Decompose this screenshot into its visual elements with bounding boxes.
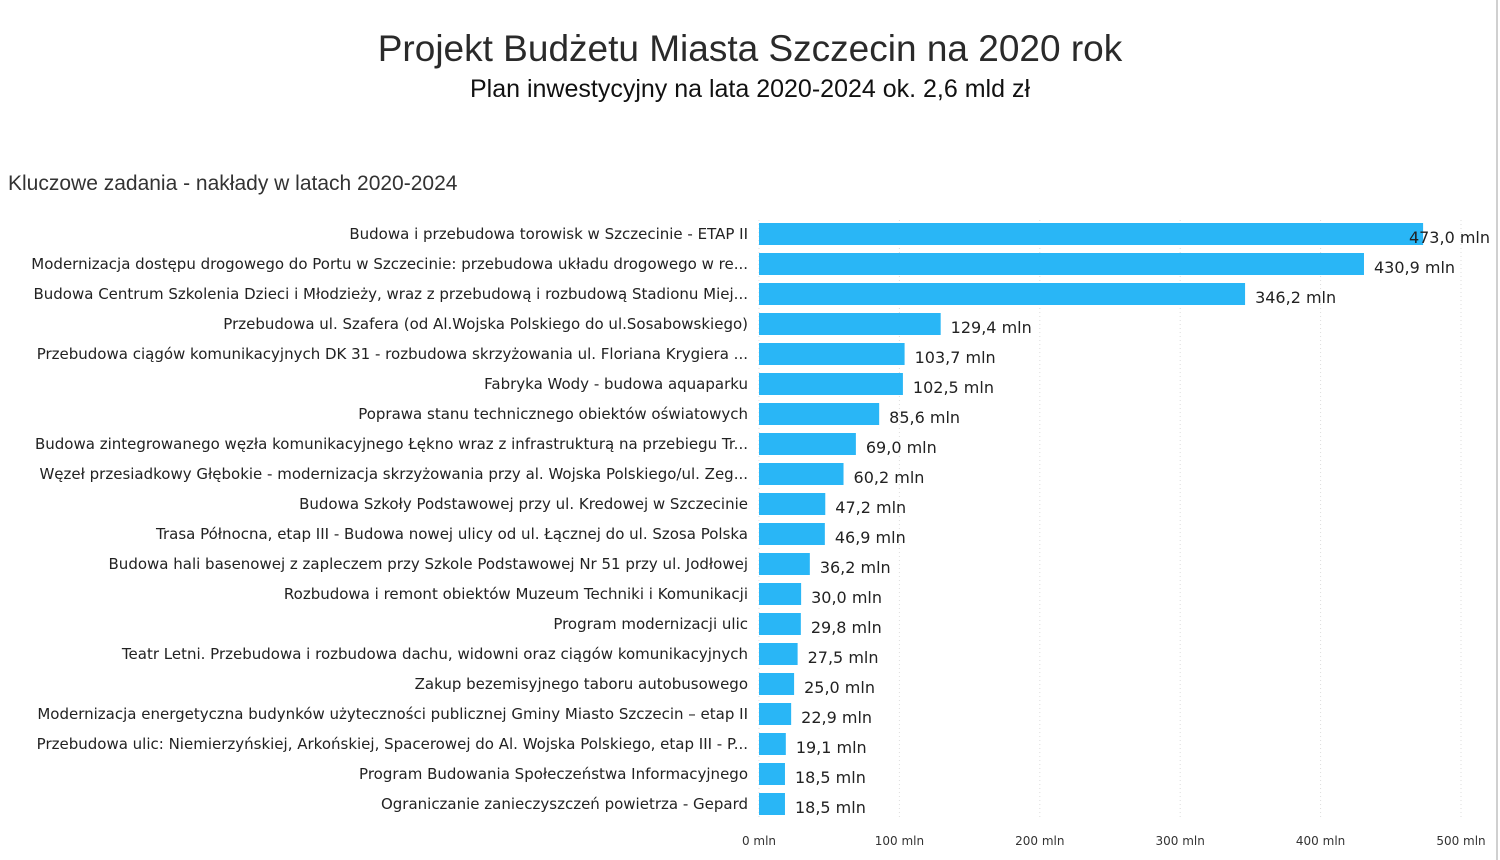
category-label: Modernizacja energetyczna budynków użyteczności publicznej Gminy Miasto Szczecin – etap II	[37, 705, 748, 723]
category-label: Przebudowa ul. Szafera (od Al.Wojska Polskiego do ul.Sosabowskiego)	[223, 315, 748, 333]
bar	[759, 583, 801, 605]
category-label: Teatr Letni. Przebudowa i rozbudowa dachu, widowni oraz ciągów komunikacyjnych	[121, 645, 748, 663]
x-tick-label: 400 mln	[1295, 834, 1346, 848]
bar	[759, 523, 825, 545]
bar	[759, 373, 903, 395]
data-label: 30,0 mln	[811, 588, 883, 607]
data-label: 473,0 mln	[1408, 228, 1490, 247]
x-tick-label: 100 mln	[874, 834, 925, 848]
category-label: Ograniczanie zanieczyszczeń powietrza - Gepard	[380, 795, 748, 813]
category-label: Budowa zintegrowanego węzła komunikacyjnego Łękno wraz z infrastrukturą na przebiegu Tr...	[34, 435, 748, 453]
bar	[759, 763, 785, 785]
data-label: 18,5 mln	[794, 768, 866, 787]
bar	[759, 553, 810, 575]
data-label: 85,6 mln	[889, 408, 961, 427]
data-label: 46,9 mln	[834, 528, 906, 547]
data-label: 69,0 mln	[865, 438, 937, 457]
x-tick-label: 0 mln	[741, 834, 777, 848]
x-tick-label: 500 mln	[1436, 834, 1486, 848]
category-labels	[31, 225, 748, 813]
data-label: 25,0 mln	[804, 678, 875, 697]
data-label: 19,1 mln	[795, 738, 867, 757]
data-label: 27,5 mln	[807, 648, 879, 667]
chart-title: Kluczowe zadania - nakłady w latach 2020-2024	[8, 172, 458, 195]
category-label: Budowa i przebudowa torowisk w Szczecinie - ETAP II	[349, 225, 748, 243]
page-title: Projekt Budżetu Miasta Szczecin na 2020 rok	[377, 28, 1123, 69]
category-label: Zakup bezemisyjnego taboru autobusowego	[414, 675, 748, 693]
data-label: 346,2 mln	[1255, 288, 1337, 307]
bar	[759, 673, 794, 695]
page-subtitle: Plan inwestycyjny na lata 2020-2024 ok. 2,6 mld zł	[469, 75, 1031, 103]
category-label: Modernizacja dostępu drogowego do Portu w Szczecinie: przebudowa układu drogowego w re...	[31, 255, 748, 273]
bar	[759, 343, 905, 365]
category-label: Trasa Północna, etap III - Budowa nowej ulicy od ul. Łącznej do ul. Szosa Polska	[156, 525, 748, 543]
data-label: 22,9 mln	[801, 708, 873, 727]
category-label: Rozbudowa i remont obiektów Muzeum Techniki i Komunikacji	[283, 585, 748, 603]
data-label: 430,9 mln	[1373, 258, 1456, 277]
x-tick-label: 300 mln	[1155, 834, 1205, 848]
category-label: Przebudowa ciągów komunikacyjnych DK 31 - rozbudowa skrzyżowania ul. Floriana Krygiera ...	[36, 345, 748, 363]
data-label: 47,2 mln	[835, 498, 907, 517]
data-label: 29,8 mln	[810, 618, 882, 637]
category-label: Budowa hali basenowej z zapleczem przy Szkole Podstawowej Nr 51 przy ul. Jodłowej	[108, 555, 748, 573]
bar	[759, 793, 785, 815]
data-label: 60,2 mln	[853, 468, 925, 487]
category-label: Program Budowania Społeczeństwa Informacyjnego	[359, 765, 748, 783]
bar	[759, 313, 941, 335]
data-label: 103,7 mln	[914, 348, 996, 367]
bar	[759, 403, 879, 425]
data-label: 36,2 mln	[819, 558, 891, 577]
bar	[759, 703, 791, 725]
bar	[759, 463, 844, 485]
category-label: Poprawa stanu technicznego obiektów oświatowych	[358, 405, 748, 423]
x-axis-ticks	[742, 834, 1486, 848]
bar	[759, 283, 1245, 305]
category-label: Przebudowa ulic: Niemierzyńskiej, Arkońskiej, Spacerowej do Al. Wojska Polskiego, etap III - P...	[36, 735, 748, 753]
bar	[759, 643, 798, 665]
data-label: 18,5 mln	[794, 798, 866, 817]
category-label: Budowa Szkoły Podstawowej przy ul. Kredowej w Szczecinie	[299, 495, 748, 513]
chart-grid	[759, 220, 1461, 818]
bar	[759, 613, 801, 635]
x-tick-label: 200 mln	[1015, 834, 1065, 848]
bar	[759, 253, 1364, 275]
bar	[759, 733, 786, 755]
category-label: Węzeł przesiadkowy Głębokie - modernizacja skrzyżowania przy al. Wojska Polskiego/ul. Zeg...	[39, 465, 748, 483]
data-label: 102,5 mln	[912, 378, 994, 397]
bar	[759, 493, 825, 515]
category-label: Fabryka Wody - budowa aquaparku	[484, 375, 748, 393]
category-label: Budowa Centrum Szkolenia Dzieci i Młodzieży, wraz z przebudową i rozbudową Stadionu Miej...	[33, 285, 748, 303]
data-label: 129,4 mln	[950, 318, 1032, 337]
bar	[759, 433, 856, 455]
category-label: Program modernizacji ulic	[553, 615, 748, 633]
bar	[759, 223, 1423, 245]
